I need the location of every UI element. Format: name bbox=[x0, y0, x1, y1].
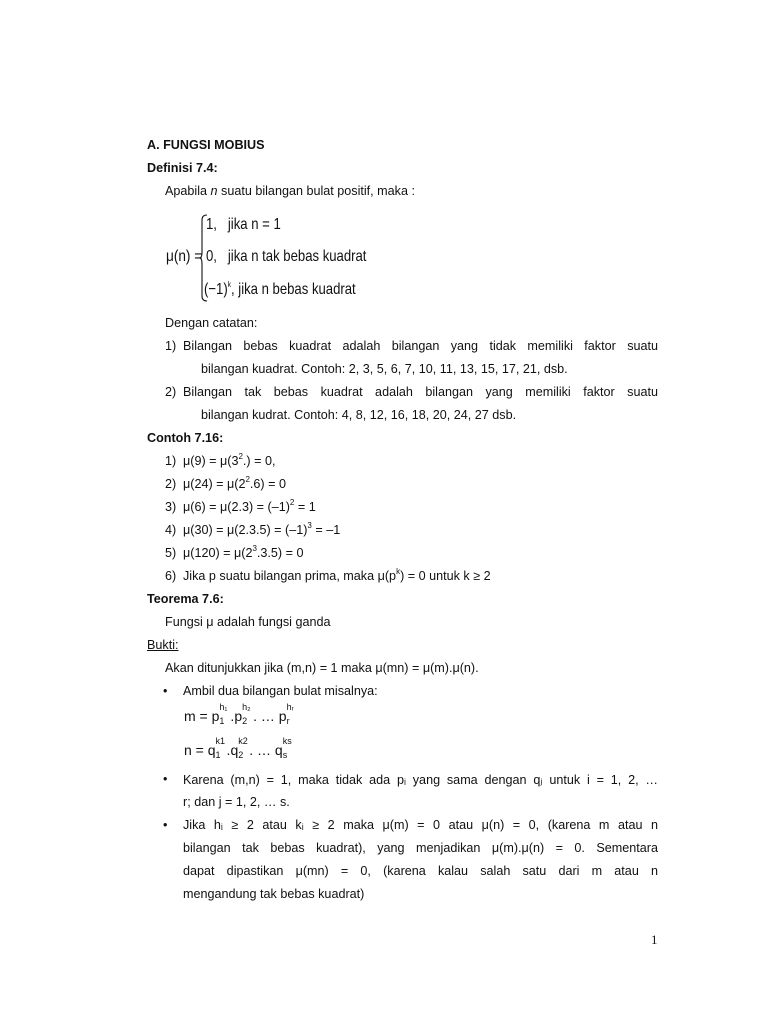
formula-m-base-r: p bbox=[278, 708, 287, 724]
formula-n-base-2: q bbox=[230, 742, 239, 758]
section-heading: A. FUNGSI MOBIUS bbox=[147, 138, 265, 152]
proof-intro: Akan ditunjukkan jika (m,n) = 1 maka μ(mn) = μ(m).μ(n). bbox=[165, 661, 479, 675]
formula-m-lhs: m = bbox=[184, 708, 212, 724]
bullet-3-line-2: bilangan tak bebas kuadrat), yang menjadikan μ(m).μ(n) = 0. Sementara bbox=[183, 841, 658, 855]
case-2-condition: jika n tak bebas kuadrat bbox=[227, 248, 367, 265]
notes-intro: Dengan catatan: bbox=[165, 316, 258, 330]
definition-intro bbox=[165, 184, 415, 198]
example-item-text: $\mu(30) = \mu(2.3.5) = (-1)^3 = -1$ bbox=[183, 520, 341, 537]
bullet-2-line-2: r; dan j = 1, 2, … s. bbox=[183, 795, 290, 809]
note-2-line-2: bilangan kudrat. Contoh: 4, 8, 12, 16, 18, 20, 24, 27 dsb. bbox=[201, 408, 517, 422]
formula-m-sub-2: 2 bbox=[242, 716, 248, 727]
example-item-text: $\mu(120) = \mu(2^3.3.5) = 0$ bbox=[183, 543, 304, 560]
case-1-condition: jika n = 1 bbox=[227, 216, 281, 233]
note-1-line-1: Bilangan bebas kuadrat adalah bilangan yang tidak memiliki faktor suatu bbox=[183, 339, 658, 353]
formula-m-sub-1: 1 bbox=[219, 716, 225, 727]
formula-n-exp-2: k2 bbox=[238, 736, 248, 747]
formula-n-base-s: q bbox=[274, 742, 283, 758]
bullet-2-line-1: Karena (m,n) = 1, maka tidak ada pᵢ yang sama dengan qⱼ untuk i = 1, 2, … bbox=[183, 773, 658, 787]
formula-n-base-1: q bbox=[207, 742, 216, 758]
example-item-number: 1) bbox=[165, 454, 177, 468]
theorem-title: Teorema 7.6: bbox=[147, 592, 224, 606]
bullet-icon: • bbox=[163, 684, 168, 698]
case-2 bbox=[206, 248, 366, 266]
formula-n: n = q k1 1 .q k2 2 . … q ks s bbox=[184, 736, 292, 761]
example-item-number: 2) bbox=[165, 477, 177, 491]
formula-n-lhs: n = bbox=[184, 742, 208, 758]
example-item-text: $\mu(6) = \mu(2.3) = (-1)^2 = 1$ bbox=[183, 497, 316, 514]
formula-m-sub-r: r bbox=[286, 716, 290, 727]
example-item-text: $\mu(9) = \mu(3^2.) = 0$, bbox=[183, 451, 276, 468]
example-item-number: 6) bbox=[165, 569, 177, 583]
formula-n-exp-s: ks bbox=[282, 736, 292, 747]
example-title: Contoh 7.16: bbox=[147, 431, 224, 445]
formula-m-base-2: p bbox=[234, 708, 243, 724]
example-item-number: 5) bbox=[165, 546, 177, 560]
formula-n-dots: . … bbox=[249, 742, 275, 758]
case-1 bbox=[206, 216, 281, 234]
definition-intro-variable: n bbox=[210, 184, 218, 198]
note-1-line-2: bilangan kuadrat. Contoh: 2, 3, 5, 6, 7, 10, 11, 13, 15, 17, 21, dsb. bbox=[201, 362, 568, 376]
formula-n-exp-1: k1 bbox=[215, 736, 226, 747]
theorem-statement: Fungsi μ adalah fungsi ganda bbox=[165, 615, 331, 629]
note-1-number: 1) bbox=[165, 339, 177, 353]
definition-title: Definisi 7.4: bbox=[147, 161, 218, 175]
bullet-3-line-4: mengandung tak bebas kuadrat) bbox=[183, 887, 365, 901]
example-item-number: 4) bbox=[165, 523, 177, 537]
proof-label: Bukti: bbox=[147, 638, 179, 652]
formula-m-base-1: p bbox=[211, 708, 220, 724]
formula-n-sub-1: 1 bbox=[215, 750, 221, 761]
case-2-value: 0, bbox=[206, 248, 217, 265]
bullet-icon: • bbox=[163, 818, 168, 832]
case-3-condition: , jika n bebas kuadrat bbox=[230, 281, 356, 298]
example-item-number: 3) bbox=[165, 500, 177, 514]
case-3-exponent: k bbox=[227, 279, 231, 289]
definition-intro-suffix: suatu bilangan bulat positif, maka : bbox=[217, 184, 415, 198]
bullet-3-line-1: Jika hᵢ ≥ 2 atau kᵢ ≥ 2 maka μ(m) = 0 atau μ(n) = 0, (karena m atau n bbox=[183, 818, 658, 832]
mu-function-lhs: μ(n) = bbox=[166, 248, 203, 265]
example-item-text: Jika p suatu bilangan prima, maka $\mu(p^k) = 0$ untuk k ≥ 2 bbox=[183, 566, 491, 583]
example-item-text: $\mu(24) = \mu(2^2.6) = 0$ bbox=[183, 474, 286, 491]
formula-m-exp-r: hᵣ bbox=[286, 702, 294, 713]
bullet-icon: • bbox=[163, 772, 168, 786]
note-2-line-1: Bilangan tak bebas kuadrat adalah bilangan yang memiliki faktor suatu bbox=[183, 385, 658, 399]
formula-n-sub-2: 2 bbox=[238, 750, 244, 761]
bullet-1-text: Ambil dua bilangan bulat misalnya: bbox=[183, 684, 378, 698]
page-number: 1 bbox=[651, 932, 658, 947]
formula-m-exp-1: h₁ bbox=[219, 702, 228, 713]
definition-intro-prefix: Apabila bbox=[165, 184, 211, 198]
case-1-value: 1, bbox=[206, 216, 217, 233]
note-2-number: 2) bbox=[165, 385, 177, 399]
formula-m-exp-2: h₂ bbox=[242, 702, 251, 713]
bullet-3-line-3: dapat dipastikan μ(mn) = 0, (karena kalau salah satu dari m atau n bbox=[183, 864, 658, 878]
case-3 bbox=[204, 281, 356, 299]
formula-n-sub-s: s bbox=[282, 750, 288, 761]
formula-m: m = p h₁ 1 .p h₂ 2 . … p hᵣ r bbox=[184, 702, 294, 727]
formula-m-dots: . … bbox=[253, 708, 279, 724]
case-3-value: (−1) bbox=[204, 281, 228, 298]
